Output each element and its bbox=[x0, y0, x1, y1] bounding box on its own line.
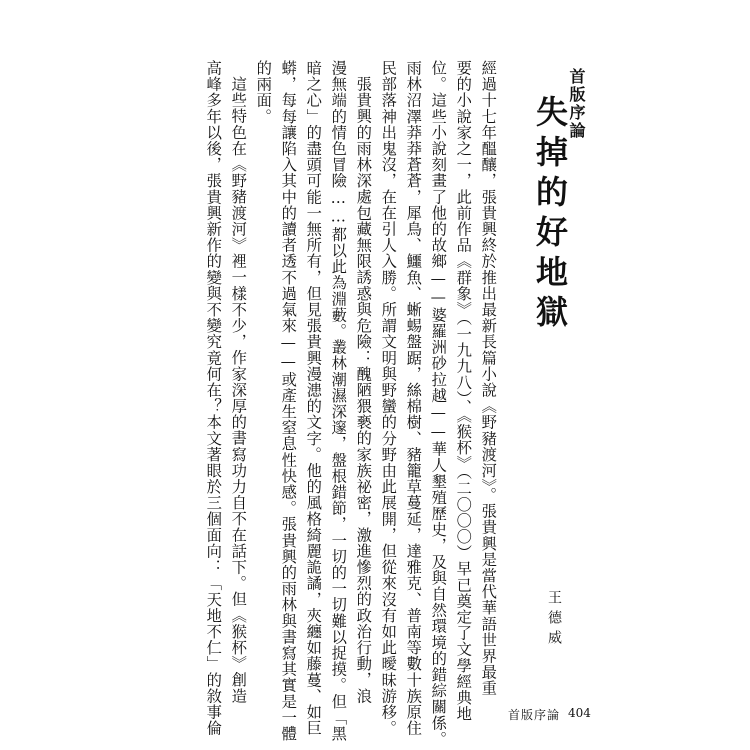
essay-title: 失掉的好地獄 bbox=[531, 95, 569, 335]
body-column: 暗之心」的盡頭可能一無所有，但見張貴興漫漶的文字。他的風格綺麗詭譎，夾纏如藤蔓、如巨 bbox=[304, 60, 323, 737]
body-column: 張貴興的雨林深處包藏無限誘惑與危險：醜陋猥褻的家族祕密，激進慘烈的政治行動，浪 bbox=[354, 76, 373, 704]
page-number: 404 bbox=[568, 706, 591, 720]
body-column: 雨林沼澤莽莽蒼蒼，犀鳥、鱷魚、蜥蜴盤踞，絲棉樹、豬籠草蔓延，達雅克、普南等數十族原住 bbox=[404, 60, 423, 737]
body-column: 漫無端的情色冒險……都以此為淵藪。叢林潮濕深邃，盤根錯節，一切的一切難以捉摸。但「黑 bbox=[329, 60, 348, 742]
section-label: 首版序論 bbox=[567, 68, 586, 140]
body-column: 民部落神出鬼沒，在在引人入勝。所謂文明與野蠻的分野由此展開，但從來沒有如此曖昧游移。 bbox=[379, 60, 398, 737]
body-column: 高峰多年以後，張貴興新作的變與不變究竟何在？本文著眼於三個面向：「天地不仁」的敘事倫 bbox=[204, 60, 223, 737]
body-column: 經過十七年醞釀，張貴興終於推出最新長篇小說《野豬渡河》。張貴興是當代華語世界最重 bbox=[479, 60, 498, 697]
body-column: 位。這些小說刻畫了他的故鄉——婆羅洲砂拉越——華人墾殖歷史，及與自然環境的錯綜關係。 bbox=[429, 60, 448, 747]
footer-section-label: 首版序論 bbox=[508, 708, 561, 722]
body-column: 蟒，每每讓陷入其中的讀者透不過氣來——或產生窒息性快感。張貴興的雨林與書寫其實是一體 bbox=[279, 60, 298, 742]
body-column: 這些特色在《野豬渡河》裡一樣不少，作家深厚的書寫功力自不在話下。但《猴杯》創造 bbox=[229, 76, 248, 704]
body-column: 要的小說家之一，此前作品《群象》（一九九八）、《猴杯》（二〇〇〇）早已奠定了文學經典地 bbox=[454, 60, 473, 722]
author-name: 王德威 bbox=[546, 590, 562, 650]
body-column: 的兩面。 bbox=[254, 60, 273, 125]
